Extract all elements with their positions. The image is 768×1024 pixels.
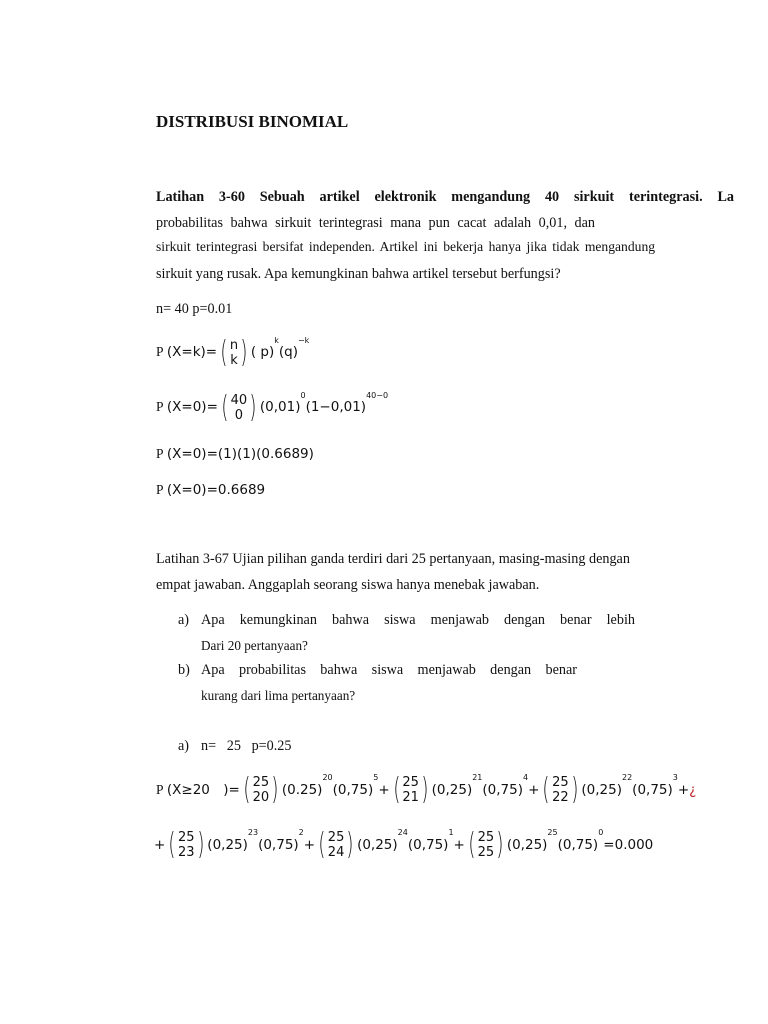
formula-evaluated: P (X=0)=(1)(1)(0.6689) <box>156 446 314 462</box>
formula-result: P (X=0)=0.6689 <box>156 482 266 498</box>
binomial-coefficient: ( 25 21) <box>392 772 429 807</box>
binomial-coefficient: ( 25 25) <box>468 827 504 862</box>
question-a-line1: Apa kemungkinan bahwa siswa menjawab dengan benar lebih <box>201 612 635 628</box>
binomial-coefficient: ( 40 0 ) <box>221 390 257 425</box>
formula-arg: (X=k)= <box>166 344 218 361</box>
page-title: DISTRIBUSI BINOMIAL <box>156 112 349 131</box>
binomial-coefficient: ( 25 22) <box>542 772 579 807</box>
binomial-coefficient: ( 25 24) <box>318 827 354 862</box>
ex2-line2: empat jawaban. Anggaplah seorang siswa hanya menebak jawaban. <box>156 577 540 593</box>
binomial-coefficient: ( 25 23) <box>168 827 204 862</box>
binomial-term: ( 25 24) $(0,25)^{24}(0,75)^1+$ <box>315 837 465 853</box>
equation-arg: (X≥20 <box>166 782 210 798</box>
continuation-mark: ¿ <box>689 782 697 798</box>
binomial-term: ( 25 20) $(0.25)^{20}(0,75)^5+$ <box>240 782 390 798</box>
question-a-letter: a) <box>178 612 190 628</box>
binomial-term: ( 25 25) $(0,25)^{25}(0,75)^0$ <box>465 837 603 853</box>
answer-a-params: n= 25 p=0.25 <box>201 738 292 754</box>
question-b-line2: kurang dari lima pertanyaan? <box>201 688 356 703</box>
formula-label: P <box>156 344 164 360</box>
answer-a-letter: a) <box>178 738 190 754</box>
ex1-line3: sirkuit terintegrasi bersifat independen. Artikel ini bekerja hanya jika tidak mengandung <box>156 239 656 254</box>
ex2-line1: Latihan 3-67 Ujian pilihan ganda terdiri dari 25 pertanyaan, masing-masing dengan <box>156 551 630 567</box>
formula-label: P <box>156 482 164 497</box>
binomial-term: ( 25 21) $(0,25)^{21}(0,75)^4+$ <box>390 782 540 798</box>
formula-substituted: P (X=0)= ( 40 0 ) $(0,01)^0(1-0,01)^{40-0}$ <box>156 390 389 425</box>
question-a-line2: Dari 20 pertanyaan? <box>201 638 308 653</box>
ex1-lead: Latihan 3-60 Sebuah artikel elektronik mengandung 40 sirkuit terintegrasi. La <box>156 189 734 205</box>
formula-label: P <box>156 399 164 415</box>
ex1-params: n= 40 p=0.01 <box>156 301 233 317</box>
equation-label: P <box>156 782 164 797</box>
equation-line-1: P (X≥20 )= ( 25 20) $(0.25)^{20}(0,75)^5+$ ( 25 21) $(0,25)^{21}(0,75)^4+$ ( 25 22) $(0,25)^{22}(0,75)^3+¿$ <box>156 772 697 807</box>
ex1-line4: sirkuit yang rusak. Apa kemungkinan bahwa artikel tersebut berfungsi? <box>156 266 561 282</box>
binomial-term: ( 25 22) $(0,25)^{22}(0,75)^3+$ <box>539 782 689 798</box>
binomial-term: ( 25 23) $(0,25)^{23}(0,75)^2+$ <box>165 837 315 853</box>
equation-line-2: + ( 25 23) $(0,25)^{23}(0,75)^2+$ ( 25 24) $(0,25)^{24}(0,75)^1+$ ( 25 25) $(0,25)^{25}(0,75)^0=0.000$ <box>154 827 654 862</box>
equation-result: =0.000 <box>603 837 654 853</box>
ex1-line2: probabilitas bahwa sirkuit terintegrasi mana pun cacat adalah 0,01, dan <box>156 215 596 231</box>
binomial-coefficient: ( 25 20) <box>243 772 279 807</box>
binomial-coefficient: ( n k) <box>220 335 248 370</box>
formula-label: P <box>156 446 164 461</box>
question-b-line1: Apa probabilitas bahwa siswa menjawab dengan benar <box>201 662 577 678</box>
question-b-letter: b) <box>178 662 190 678</box>
formula-general: P (X=k)= ( n k) ( $p)^k(q)^{-k}$ <box>156 335 310 370</box>
